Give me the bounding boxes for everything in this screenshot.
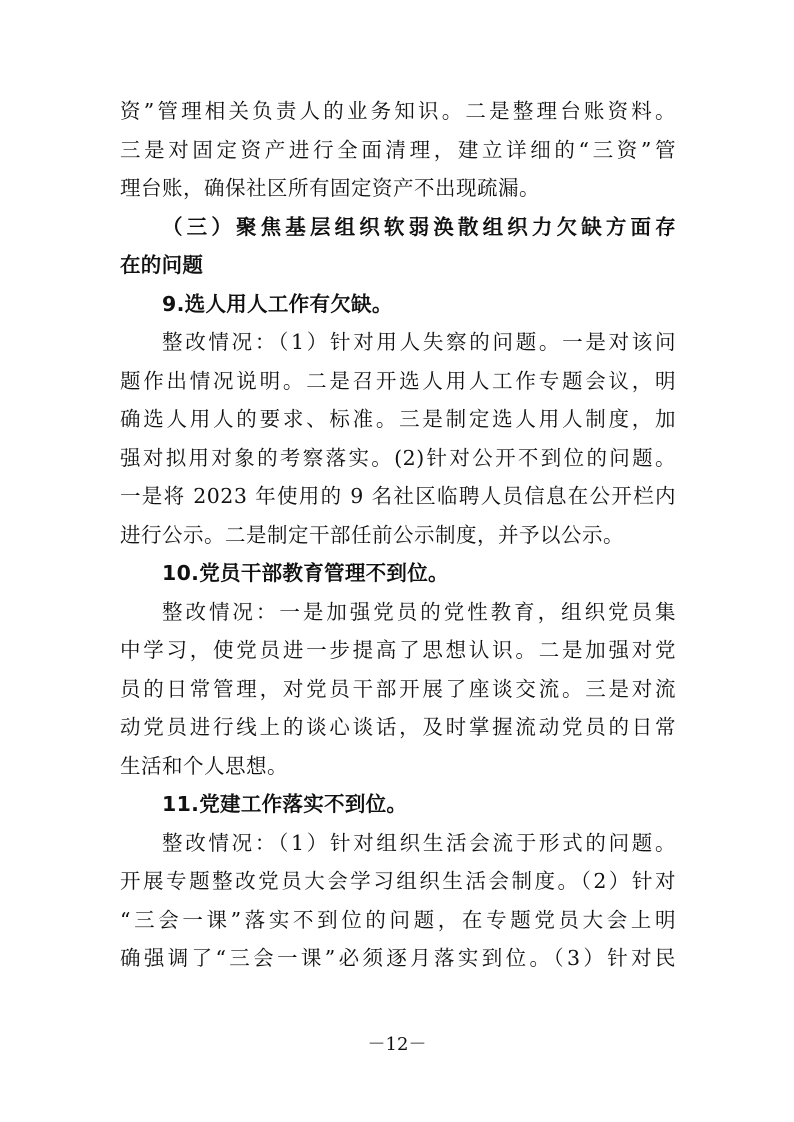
text-line: 生活和个人思想。 <box>120 753 288 778</box>
text-line: 理台账，确保社区所有固定资产不出现疏漏。 <box>120 176 540 200</box>
text-line: 整改情况：（1）针对组织生活会流于形式的问题。 <box>162 830 676 855</box>
document-body <box>120 92 676 978</box>
text-line: 进行公示。二是制定干部任前公示制度，并予以公示。 <box>120 522 624 547</box>
text-line: 员的日常管理，对党员干部开展了座谈交流。三是对流 <box>120 676 676 701</box>
text-line: 整改情况：一是加强党员的党性教育，组织党员集 <box>162 599 676 624</box>
text-line: 强对拟用对象的考察落实。(2)针对公开不到位的问题。 <box>120 445 676 470</box>
text-line: 开展专题整改党员大会学习组织生活会制度。（2）针对 <box>120 869 676 893</box>
text-line: 动党员进行线上的谈心谈话，及时掌握流动党员的日常 <box>120 715 676 739</box>
item-heading: 11.党建工作落实不到位。 <box>162 792 408 816</box>
text-line: 确选人用人的要求、标准。三是制定选人用人制度，加 <box>120 407 676 431</box>
section-heading: 在的问题 <box>120 253 204 277</box>
text-line: 中学习，使党员进一步提高了思想认识。二是加强对党 <box>120 638 676 662</box>
text-line: 确强调了“三会一课”必须逐月落实到位。（3）针对民 <box>120 946 676 970</box>
text-line: 整改情况：（1）针对用人失察的问题。一是对该问 <box>162 330 676 354</box>
text-line: 题作出情况说明。二是召开选人用人工作专题会议，明 <box>120 368 676 393</box>
page-number: －12－ <box>367 1034 427 1055</box>
text-line: 三是对固定资产进行全面清理，建立详细的“三资”管 <box>120 137 676 162</box>
text-line: 一是将 2023 年使用的 9 名社区临聘人员信息在公开栏内 <box>120 484 676 508</box>
section-heading: （三）聚焦基层组织软弱涣散组织力欠缺方面存 <box>162 214 676 239</box>
text-line: 资”管理相关负责人的业务知识。二是整理台账资料。 <box>120 99 676 123</box>
item-heading: 10.党员干部教育管理不到位。 <box>162 561 449 585</box>
text-line: “三会一课”落实不到位的问题，在专题党员大会上明 <box>120 907 676 932</box>
item-heading: 9.选人用人工作有欠缺。 <box>162 291 393 316</box>
